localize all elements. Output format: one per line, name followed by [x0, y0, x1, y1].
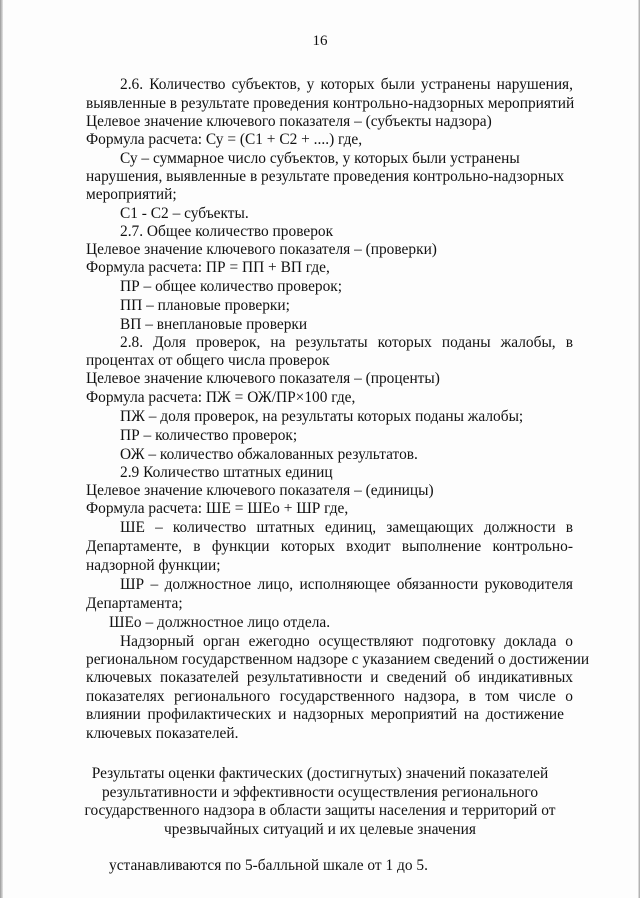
body-line: Целевое значение ключевого показателя – (единицы): [86, 482, 434, 499]
body-line: показателях регионального государственного надзора, в том числе о: [86, 688, 573, 705]
results-heading-line: Результаты оценки фактических (достигнутых) значений показателей: [91, 765, 549, 782]
body-line: мероприятий;: [86, 186, 177, 203]
results-heading-line: государственного надзора в области защиты населения и территорий от: [84, 802, 556, 819]
body-line: Формула расчета: Су = (С1 + С2 + ....) где,: [86, 131, 363, 148]
results-heading-line: чрезвычайных ситуаций и их целевые значения: [164, 821, 476, 838]
body-line: надзорной функции;: [86, 557, 221, 574]
body-line: ШЕо – должностное лицо отдела.: [109, 614, 331, 631]
results-heading-line: результативности и эффективности осуществления регионального: [101, 784, 539, 801]
body-line: ОЖ – количество обжалованных результатов.: [120, 446, 418, 463]
body-line: Целевое значение ключевого показателя – (субъекты надзора): [86, 113, 492, 130]
body-line: ШР – должностное лицо, исполняющее обязанности руководителя: [120, 576, 573, 593]
body-line: процентах от общего числа проверок: [86, 352, 330, 369]
body-line: региональном государственном надзоре с указанием сведений о достижении: [86, 651, 590, 668]
section-heading: 2.8. Доля проверок, на результаты которых поданы жалобы, в: [120, 334, 573, 351]
body-line: Надзорный орган ежегодно осуществляют подготовку доклада о: [120, 633, 573, 650]
scan-edge-left: [0, 0, 3, 898]
body-line: 2.6. Количество субъектов, у которых были устранены нарушения,: [120, 76, 573, 93]
body-line: Су – суммарное число субъектов, у которых были устранены: [120, 150, 520, 167]
section-heading: 2.9 Количество штатных единиц: [120, 464, 333, 481]
final-line: устанавливаются по 5-балльной шкале от 1 до 5.: [109, 857, 428, 874]
body-line: Формула расчета: ПЖ = ОЖ/ПР×100 где,: [86, 389, 356, 406]
body-line: Целевое значение ключевого показателя – (проценты): [86, 370, 440, 387]
body-line: выявленные в результате проведения контрольно-надзорных мероприятий: [86, 95, 575, 112]
body-line: ВП – внеплановые проверки: [120, 316, 308, 333]
body-line: ШЕ – количество штатных единиц, замещающих должности в: [120, 519, 573, 536]
body-line: ПР – общее количество проверок;: [120, 278, 343, 295]
body-line: Целевое значение ключевого показателя – (проверки): [86, 241, 437, 258]
section-heading: 2.7. Общее количество проверок: [120, 223, 334, 240]
body-line: ПР – количество проверок;: [120, 427, 298, 444]
body-line: ПЖ – доля проверок, на результаты которых поданы жалобы;: [120, 408, 524, 425]
body-line: С1 - С2 – субъекты.: [120, 205, 249, 222]
body-line: Департамента;: [86, 595, 183, 612]
body-line: ключевых показателей результативности и сведений об индикативных: [86, 669, 573, 686]
body-line: Департаменте, в функции которых входит выполнение контрольно-: [86, 538, 573, 555]
body-line: влиянии профилактических и надзорных мероприятий на достижение: [86, 706, 564, 723]
page-number: 16: [312, 33, 328, 49]
body-line: Формула расчета: ПР = ПП + ВП где,: [86, 259, 330, 276]
body-line: ПП – плановые проверки;: [120, 297, 290, 314]
body-line: ключевых показателей.: [86, 725, 239, 742]
body-line: нарушения, выявленные в результате проведения контрольно-надзорных: [86, 168, 565, 185]
body-line: Формула расчета: ШЕ = ШЕо + ШР где,: [86, 500, 349, 517]
